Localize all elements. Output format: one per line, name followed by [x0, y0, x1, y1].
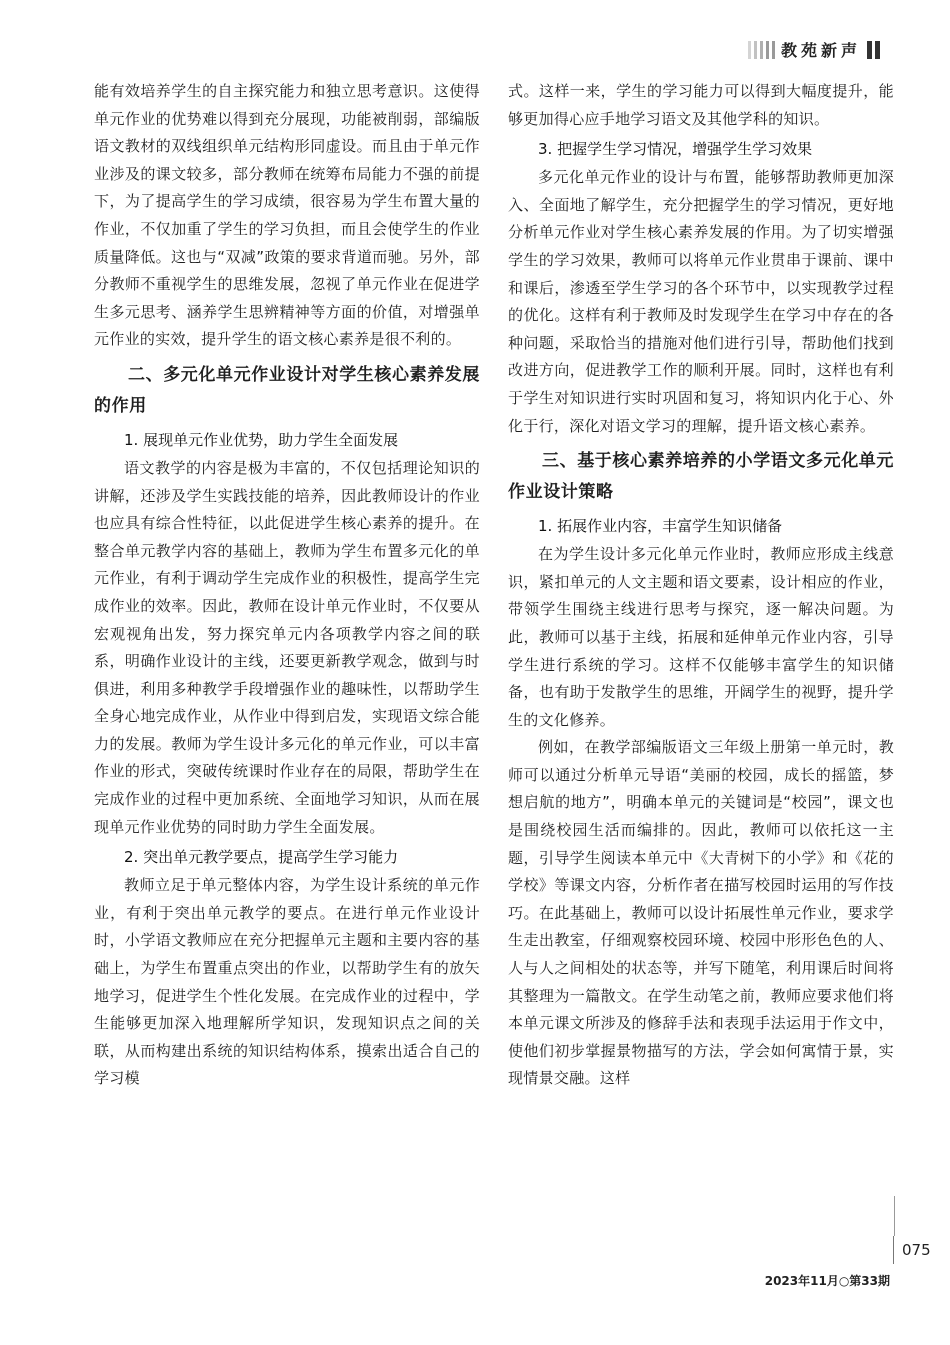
paragraph: 例如，在教学部编版语文三年级上册第一单元时，教师可以通过分析单元导语“美丽的校园，成长的摇篮，梦想启航的地方”，明确本单元的关键词是“校园”，课文也是围绕校园生活而编排的。因此，教师可以依托这一主题，引导学生阅读本单元中《大青树下的小学》和《花的学校》等课文内容，分析作者在描写校园时运用的写作技巧。在此基础上，教师可以设计拓展性单元作业，要求学生走出教室，仔细观察校园环境、校园中形形色色的人、人与人之间相处的状态等，并写下随笔，利用课后时间将其整理为一篇散文。在学生动笔之前，教师应要求他们将本单元课文所涉及的修辞手法和表现手法运用于作文中，使他们初步掌握景物描写的方法，学会如何寓情于景，实现情景交融。这样: [508, 738, 894, 1088]
section-heading: 三、基于核心素养培养的小学语文多元化单元作业设计策略: [508, 451, 894, 503]
paragraph: 多元化单元作业的设计与布置，能够帮助教师更加深入、全面地了解学生，充分把握学生的学习情况，更好地分析单元作业对学生核心素养发展的作用。为了切实增强学生的学习效果，教师可以将单元作业贯串于课前、课中和课后，渗透至学生学习的各个环节中，以实现教学过程的优化。这样有利于教师及时发现学生在学习中存在的各种问题，采取恰当的措施对他们进行引导，帮助他们找到改进方向，促进教学工作的顺利开展。同时，这样也有利于学生对知识进行实时巩固和复习，将知识内化于心、外化于行，深化对语文学习的理解，提升语文核心素养。: [508, 168, 894, 435]
paragraph: 语文教学的内容是极为丰富的，不仅包括理论知识的讲解，还涉及学生实践技能的培养，因此教师设计的作业也应具有综合性特征，以此促进学生核心素养的提升。在整合单元教学内容的基础上，教师为学生布置多元化的单元作业，有利于调动学生完成作业的积极性，提高学生完成作业的效率。因此，教师在设计单元作业时，不仅要从宏观视角出发，努力探究单元内各项教学内容之间的联系，明确作业设计的主线，还要更新教学观念，做到与时俱进，利用多种教学手段增强作业的趣味性，以帮助学生全身心地完成作业，从作业中得到启发，实现语文综合能力的发展。教师为学生设计多元化的单元作业，可以丰富作业的形式，突破传统课时作业存在的局限，帮助学生在完成作业的过程中更加系统、全面地学习知识，从而在展现单元作业优势的同时助力学生全面发展。: [94, 458, 480, 836]
issue-date: 2023年11月○第33期: [764, 1274, 890, 1288]
header-decoration-right: [867, 41, 880, 59]
header-decoration-left: [748, 41, 775, 59]
section-heading: 二、多元化单元作业设计对学生核心素养发展的作用: [94, 364, 480, 416]
page-number-box: [893, 1236, 950, 1264]
page-header: [748, 38, 880, 61]
paragraph: 在为学生设计多元化单元作业时，教师应形成主线意识，紧扣单元的人文主题和语文要素，设计相应的作业，带领学生围绕主线进行思考与探究，逐一解决问题。为此，教师可以基于主线，拓展和延伸单元作业内容，引导学生进行系统的学习。这样不仅能够丰富学生的知识储备，也有助于发散学生的思维，开阔学生的视野，提升学生的文化修养。: [508, 545, 894, 729]
subsection-heading: 3. 把握学生学习情况，增强学生学习效果: [538, 140, 813, 159]
journal-section-title: 教苑新声: [780, 41, 861, 60]
paragraph: 能有效培养学生的自主探究能力和独立思考意识。这使得单元作业的优势难以得到充分展现，功能被削弱，部编版语文教材的双线组织单元结构形同虚设。而且由于单元作业涉及的课文较多，部分教师在统筹布局能力不强的前提下，为了提高学生的学习成绩，很容易为学生布置大量的作业，不仅加重了学生的学习负担，而且会使学生的作业质量降低。这也与“双减”政策的要求背道而驰。另外，部分教师不重视学生的思维发展，忽视了单元作业在促进学生多元思考、涵养学生思辨精神等方面的价值，对增强单元作业的实效，提升学生的语文核心素养是很不利的。: [94, 82, 480, 349]
subsection-heading: 1. 拓展作业内容，丰富学生知识储备: [538, 517, 783, 536]
paragraph: 教师立足于单元整体内容，为学生设计系统的单元作业，有利于突出单元教学的要点。在进行单元作业设计时，小学语文教师应在充分把握单元主题和主要内容的基础上，为学生布置重点突出的作业，以帮助学生有的放矢地学习，促进学生个性化发展。在完成作业的过程中，学生能够更加深入地理解所学知识，发现知识点之间的关联，从而构建出系统的知识结构体系，摸索出适合自己的学习模: [94, 876, 480, 1088]
left-column: [94, 78, 480, 1093]
subsection-heading: 1. 展现单元作业优势，助力学生全面发展: [124, 430, 399, 449]
right-column: [508, 78, 894, 1093]
page-number: 075: [902, 1241, 931, 1259]
subsection-heading: 2. 突出单元教学要点，提高学生学习能力: [124, 848, 399, 867]
page-number-divider: [894, 1196, 895, 1236]
paragraph: 式。这样一来，学生的学习能力可以得到大幅度提升，能够更加得心应手地学习语文及其他学科的知识。: [508, 82, 894, 128]
